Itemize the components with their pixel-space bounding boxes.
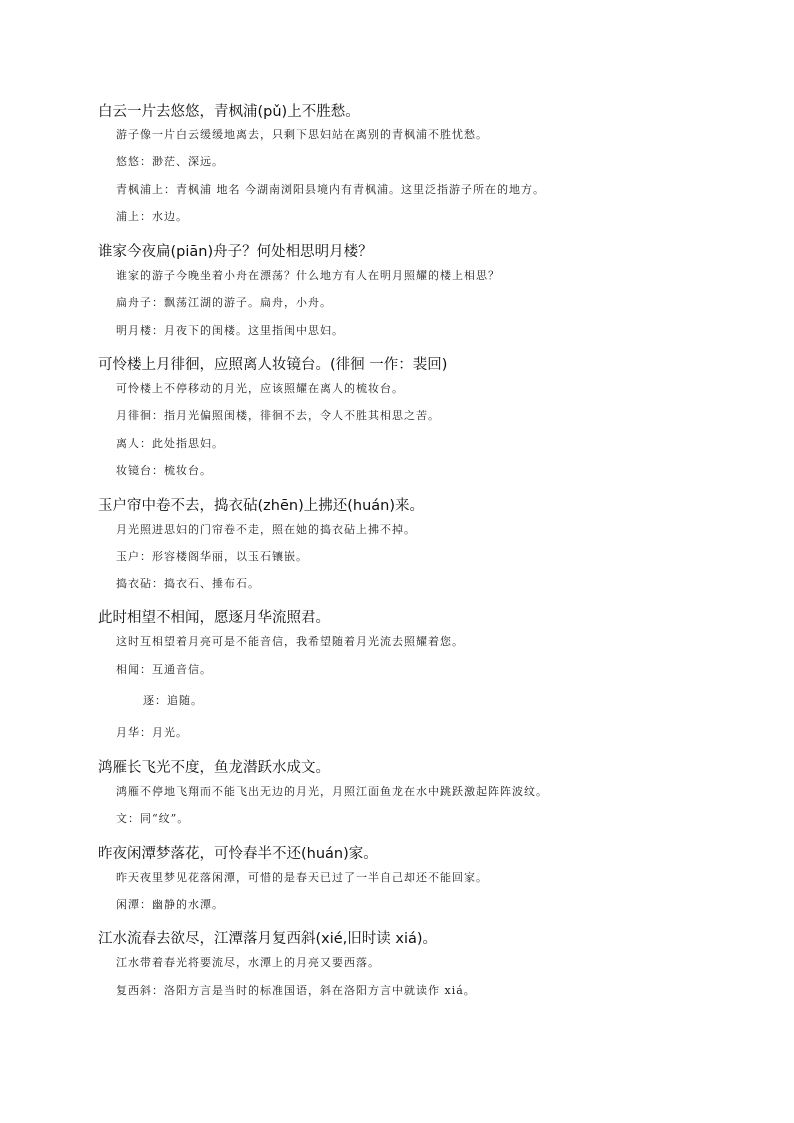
annotation-text: 悠悠：渺茫、深远。	[116, 155, 224, 168]
annotation-text: 月华：月光。	[116, 726, 188, 739]
translation-text: 这时互相望着月亮可是不能音信，我希望随着月光流去照耀着您。	[116, 635, 464, 648]
translation-text: 月光照进思妇的门帘卷不走，照在她的捣衣砧上拂不掉。	[116, 523, 416, 536]
annotation-text: 文：同“纹”。	[116, 812, 190, 825]
translation-text: 江水带着春光将要流尽，水潭上的月亮又要西落。	[116, 956, 380, 969]
annotation-text: 玉户：形容楼阁华丽，以玉石镶嵌。	[116, 550, 308, 563]
verse-line: 鸿雁长飞光不度，鱼龙潜跃水成文。	[98, 760, 330, 776]
translation-text: 谁家的游子今晚坐着小舟在漂荡？什么地方有人在明月照耀的楼上相思？	[116, 269, 500, 282]
annotation-text: 离人：此处指思妇。	[116, 437, 224, 450]
translation-text: 鸿雁不停地飞翔而不能飞出无边的月光，月照江面鱼龙在水中跳跃激起阵阵波纹。	[116, 785, 548, 798]
verse-line: 昨夜闲潭梦落花，可怜春半不还(huán)家。	[98, 846, 378, 862]
verse-line: 白云一片去悠悠，青枫浦(pǔ)上不胜愁。	[98, 104, 360, 120]
annotation-text: 青枫浦上：青枫浦 地名 今湖南浏阳县境内有青枫浦。这里泛指游子所在的地方。	[116, 183, 545, 196]
verse-line: 此时相望不相闻，愿逐月华流照君。	[98, 610, 330, 626]
annotation-text: 月徘徊：指月光偏照闺楼，徘徊不去，令人不胜其相思之苦。	[116, 409, 440, 422]
translation-text: 昨天夜里梦见花落闲潭，可惜的是春天已过了一半自己却还不能回家。	[116, 871, 488, 884]
annotation-text: 相闻：互通音信。	[116, 663, 212, 676]
annotation-text: 逐：追随。	[143, 694, 203, 707]
translation-text: 可怜楼上不停移动的月光，应该照耀在离人的梳妆台。	[116, 382, 404, 395]
annotation-text: 扁舟子：飘荡江湖的游子。扁舟，小舟。	[116, 296, 332, 309]
annotation-text: 闲潭：幽静的水潭。	[116, 898, 224, 911]
verse-line: 江水流春去欲尽，江潭落月复西斜(xié,旧时读 xiá)。	[98, 931, 438, 947]
verse-line: 谁家今夜扁(piān)舟子？何处相思明月楼？	[98, 244, 373, 260]
annotation-text: 复西斜：洛阳方言是当时的标准国语，斜在洛阳方言中就读作 xiá。	[116, 984, 476, 997]
annotation-text: 捣衣砧：捣衣石、捶布石。	[116, 577, 260, 590]
translation-text: 游子像一片白云缓缓地离去，只剩下思妇站在离别的青枫浦不胜忧愁。	[116, 128, 488, 141]
annotation-text: 妆镜台：梳妆台。	[116, 464, 212, 477]
annotation-text: 明月楼：月夜下的闺楼。这里指闺中思妇。	[116, 324, 344, 337]
verse-line: 可怜楼上月徘徊，应照离人妆镜台。(徘徊 一作：裴回)	[98, 357, 448, 373]
verse-line: 玉户帘中卷不去，捣衣砧(zhēn)上拂还(huán)来。	[98, 498, 424, 514]
annotation-text: 浦上：水边。	[116, 210, 188, 223]
